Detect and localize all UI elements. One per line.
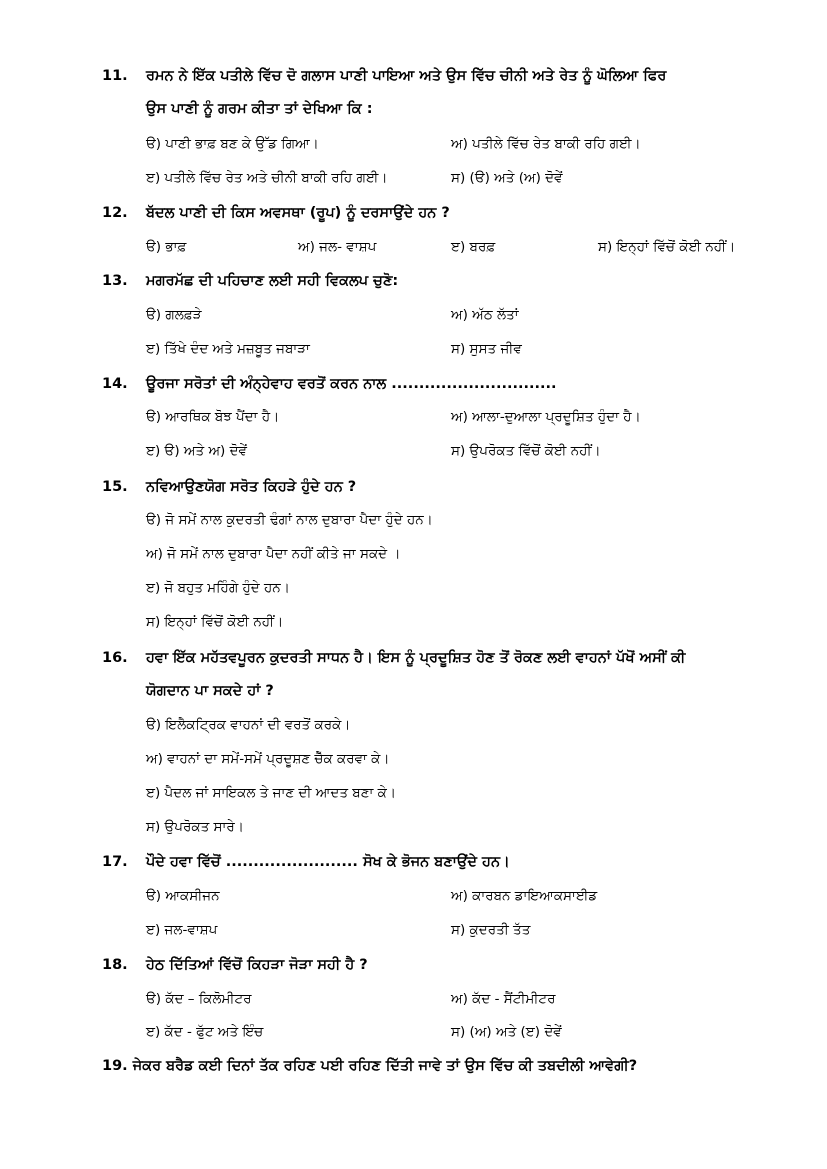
option-d: ਸ) ਇਨ੍ਹਾਂ ਵਿੱਚੋਂ ਕੋਈ ਨਹੀਂ। [146,614,284,630]
option-b: ਅ) ਕਾਰਬਨ ਡਾਇਆਕਸਾਈਡ [451,888,598,904]
option-d: ਸ) (ਅ) ਅਤੇ (ੲ) ਦੋਵੇਂ [451,1024,562,1040]
option-b: ਅ) ਜੋ ਸਮੇਂ ਨਾਲ ਦੁਬਾਰਾ ਪੈਦਾ ਨਹੀਂ ਕੀਤੇ ਜਾ ਸਕਦੇ । [146,546,401,562]
option-c: ੲ) ਤਿੱਖੇ ਦੰਦ ਅਤੇ ਮਜ਼ਬੂਤ ਜਬਾੜਾ [146,341,310,357]
option-b: ਅ) ਵਾਹਨਾਂ ਦਾ ਸਮੇਂ-ਸਮੇਂ ਪ੍ਰਦੂਸ਼ਣ ਚੈੱਕ ਕਰਵਾ ਕੇ। [146,751,390,767]
option-c: ੲ) ਪਤੀਲੇ ਵਿੱਚ ਰੇਤ ਅਤੇ ਚੀਨੀ ਬਾਕੀ ਰਹਿ ਗਈ। [146,170,388,186]
question-11-text-line1: ਰਮਨ ਨੇ ਇੱਕ ਪਤੀਲੇ ਵਿੱਚ ਦੋ ਗਲਾਸ ਪਾਣੀ ਪਾਇਆ ਅਤੇ ਉਸ ਵਿੱਚ ਚੀਨੀ ਅਤੇ ਰੇਤ ਨੂੰ ਘੋਲਿਆ ਫਿਰ [146,68,667,84]
question-number: 17. [102,854,128,870]
question-number: 14. [102,376,128,392]
option-c: ੲ) ਕੱਦ - ਫੁੱਟ ਅਤੇ ਇੰਚ [146,1024,264,1040]
option-b: ਅ) ਪਤੀਲੇ ਵਿੱਚ ਰੇਤ ਬਾਕੀ ਰਹਿ ਗਈ। [451,136,641,152]
option-c: ੲ) ਜੋ ਬਹੁਤ ਮਹਿੰਗੇ ਹੁੰਦੇ ਹਨ। [146,580,290,596]
question-number: 18. [102,957,128,973]
question-number: 15. [102,479,128,495]
option-d: ਸ) ਉਪਰੋਕਤ ਸਾਰੇ। [146,819,244,835]
option-a: ੳ) ਕੱਦ – ਕਿਲੋਮੀਟਰ [146,991,252,1007]
question-17-text: ਪੌਦੇ ਹਵਾ ਵਿੱਚੋਂ ........................ ਸੋਖ ਕੇ ਭੋਜਨ ਬਣਾਉਂਦੇ ਹਨ। [146,854,510,870]
question-19-text: 19. ਜੇਕਰ ਬਰੈਡ ਕਈ ਦਿਨਾਂ ਤੱਕ ਰਹਿਣ ਪਈ ਰਹਿਣ ਦਿੱਤੀ ਜਾਵੇ ਤਾਂ ਉਸ ਵਿੱਚ ਕੀ ਤਬਦੀਲੀ ਆਵੇਗੀ? [102,1058,638,1074]
option-c: ੲ) ਜਲ-ਵਾਸ਼ਪ [146,922,218,938]
option-a: ੳ) ਆਕਸੀਜਨ [146,888,220,904]
question-11-text-line2: ਉਸ ਪਾਣੀ ਨੂੰ ਗਰਮ ਕੀਤਾ ਤਾਂ ਦੇਖਿਆ ਕਿ : [146,101,373,117]
option-a: ੳ) ਆਰਥਿਕ ਬੋਝ ਪੈਂਦਾ ਹੈ। [146,409,280,425]
question-number: 11. [102,68,128,84]
option-d: ਸ) ਕੁਦਰਤੀ ਤੱਤ [451,922,531,938]
option-a: ੳ) ਜੋ ਸਮੇਂ ਨਾਲ ਕੁਦਰਤੀ ਢੰਗਾਂ ਨਾਲ ਦੁਬਾਰਾ ਪੈਦਾ ਹੁੰਦੇ ਹਨ। [146,512,433,528]
option-b: ਅ) ਆਲਾ-ਦੁਆਲਾ ਪ੍ਰਦੂਸ਼ਿਤ ਹੁੰਦਾ ਹੈ। [451,409,641,425]
option-c: ੲ) ਪੈਦਲ ਜਾਂ ਸਾਇਕਲ ਤੇ ਜਾਣ ਦੀ ਆਦਤ ਬਣਾ ਕੇ। [146,785,396,801]
option-a: ੳ) ਭਾਫ਼ [146,239,187,255]
option-d: ਸ) ਉਪਰੋਕਤ ਵਿੱਚੋਂ ਕੋਈ ਨਹੀਂ। [451,443,601,459]
option-a: ੳ) ਇਲੈਕਟ੍ਰਿਕ ਵਾਹਨਾਂ ਦੀ ਵਰਤੋਂ ਕਰਕੇ। [146,717,351,733]
option-c: ੲ) ਬਰਫ਼ [451,239,496,255]
question-16-text-line2: ਯੋਗਦਾਨ ਪਾ ਸਕਦੇ ਹਾਂ ? [146,683,274,699]
option-d: ਸ) (ੳ) ਅਤੇ (ਅ) ਦੋਵੇਂ [451,170,563,186]
option-a: ੳ) ਪਾਣੀ ਭਾਫ਼ ਬਣ ਕੇ ਉੱਡ ਗਿਆ। [146,136,319,152]
option-d: ਸ) ਸੁਸਤ ਜੀਵ [451,341,522,357]
option-a: ੳ) ਗਲਫ਼ੜੇ [146,307,202,323]
question-18-text: ਹੇਠ ਦਿੱਤਿਆਂ ਵਿੱਚੋਂ ਕਿਹੜਾ ਜੋੜਾ ਸਹੀ ਹੈ ? [146,957,368,973]
question-number: 16. [102,650,128,666]
question-15-text: ਨਵਿਆਉਣਯੋਗ ਸਰੋਤ ਕਿਹੜੇ ਹੁੰਦੇ ਹਨ ? [146,479,357,495]
option-b: ਅ) ਜਲ- ਵਾਸ਼ਪ [298,239,377,255]
question-number: 12. [102,205,128,221]
question-16-text-line1: ਹਵਾ ਇੱਕ ਮਹੱਤਵਪੂਰਨ ਕੁਦਰਤੀ ਸਾਧਨ ਹੈ। ਇਸ ਨੂੰ ਪ੍ਰਦੂਸ਼ਿਤ ਹੋਣ ਤੋਂ ਰੋਕਣ ਲਈ ਵਾਹਨਾਂ ਪੱਖੋਂ ਅਸੀਂ ਕੀ [146,650,686,666]
question-13-text: ਮਗਰਮੱਛ ਦੀ ਪਹਿਚਾਣ ਲਈ ਸਹੀ ਵਿਕਲਪ ਚੁਣੋ: [146,273,399,289]
question-number: 13. [102,273,128,289]
question-12-text: ਬੱਦਲ ਪਾਣੀ ਦੀ ਕਿਸ ਅਵਸਥਾ (ਰੂਪ) ਨੂੰ ਦਰਸਾਉਂਦੇ ਹਨ ? [146,205,450,221]
option-c: ੲ) ੳ) ਅਤੇ ਅ) ਦੋਵੇਂ [146,443,248,459]
option-b: ਅ) ਅੱਠ ਲੱਤਾਂ [451,307,519,323]
question-14-text: ਊਰਜਾ ਸਰੋਤਾਂ ਦੀ ਅੰਨ੍ਹੇਵਾਹ ਵਰਤੋਂ ਕਰਨ ਨਾਲ .............................. [146,376,557,392]
option-b: ਅ) ਕੱਦ - ਸੈਂਟੀਮੀਟਰ [451,991,556,1007]
option-d: ਸ) ਇਨ੍ਹਾਂ ਵਿੱਚੋਂ ਕੋਈ ਨਹੀਂ। [598,239,736,255]
